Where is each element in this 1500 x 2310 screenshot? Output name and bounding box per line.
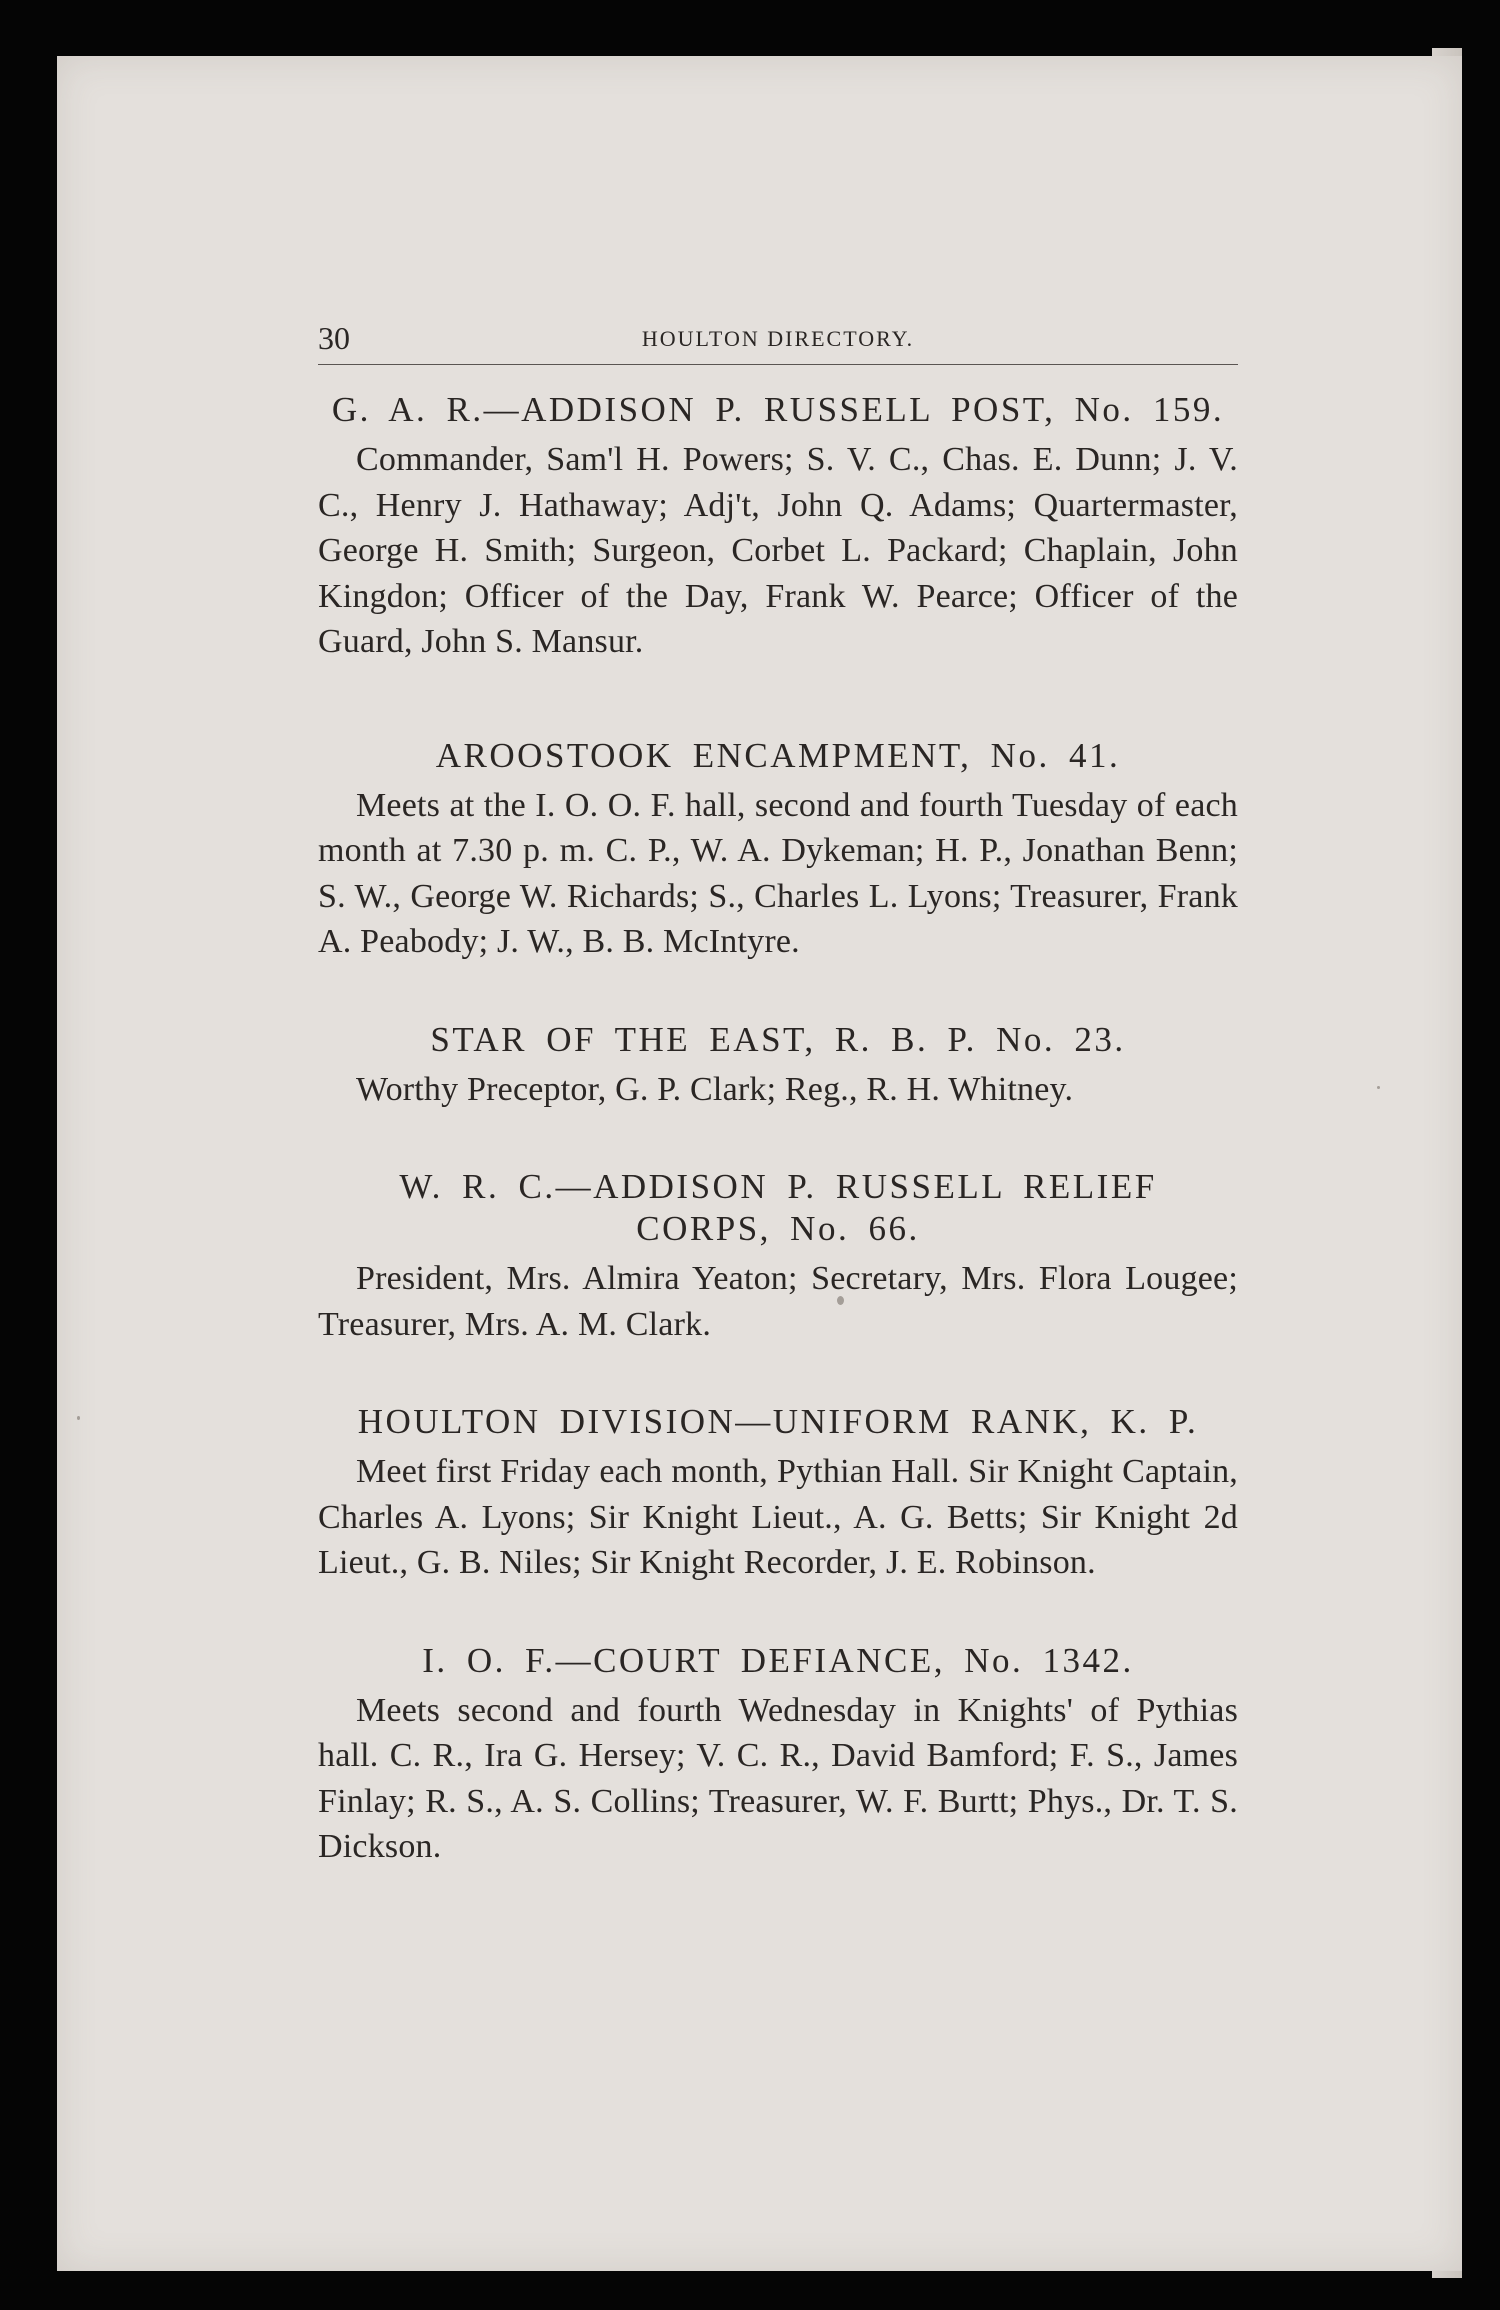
running-head-title: HOULTON DIRECTORY. [641,326,915,351]
directory-entry-court-defiance [318,1640,1238,1870]
entry-title: HOULTON DIVISION—UNIFORM RANK, K. P. [357,1402,1199,1441]
page-content [318,318,1238,1870]
entry-title: I. O. F.—COURT DEFIANCE, No. 1342. [422,1640,1134,1680]
paper-speck [1377,1086,1380,1089]
entry-body: Meet first Friday each month, Pythian Hall. Sir Knight Captain, Charles A. Lyons; Sir Knight Lieut., A. G. Betts; Sir Knight 2d Lieut., G. B. Niles; Sir Knight Recorder, J. E. Robinson. [318,1453,1238,1581]
entry-body: Meets at the I. O. O. F. hall, second and fourth Tuesday of each month at 7.30 p. m. C. P., W. A. Dykeman; H. P., Jonathan Benn; S. W., George W. Richards; S., Charles L. Lyons; Treasurer, Frank A. Peabody; J. W., B. B. McIntyre. [318,786,1238,960]
directory-entry-gar-post [318,389,1238,665]
page-number: 30 [318,320,350,356]
entry-body: Worthy Preceptor, G. P. Clark; Reg., R. H. Whitney. [356,1070,1074,1108]
directory-entry-relief-corps [318,1166,1238,1347]
entry-title: G. A. R.—ADDISON P. RUSSELL POST, No. 159. [331,390,1225,429]
running-head [318,318,1238,365]
entry-title: W. R. C.—ADDISON P. RUSSELL RELIEF CORPS, No. 66. [399,1167,1157,1248]
directory-entry-uniform-rank [318,1401,1238,1586]
paper-speck [77,1416,80,1420]
entry-body: President, Mrs. Almira Yeaton; Secretary, Mrs. Flora Lougee; Treasurer, Mrs. A. M. Clark. [318,1260,1238,1343]
entry-title: STAR OF THE EAST, R. B. P. No. 23. [430,1019,1126,1059]
entry-body: Meets second and fourth Wednesday in Knights' of Pythias hall. C. R., Ira G. Hersey; V. C. R., David Bamford; F. S., James Finlay; R. S., A. S. Collins; Treasurer, W. F. Burtt; Phys., Dr. T. S. Dickson. [318,1691,1238,1865]
directory-entry-aroostook-encampment [318,735,1238,965]
entry-title: AROOSTOOK ENCAMPMENT, No. 41. [435,735,1121,775]
entry-body: Commander, Sam'l H. Powers; S. V. C., Chas. E. Dunn; J. V. C., Henry J. Hathaway; Adj't, John Q. Adams; Quartermaster, George H. Smith; Surgeon, Corbet L. Packard; Chaplain, John Kingdon; Officer of the Day, Frank W. Pearce; Officer of the Guard, John S. Mansur. [318,441,1238,660]
directory-entry-star-of-the-east [318,1019,1238,1113]
